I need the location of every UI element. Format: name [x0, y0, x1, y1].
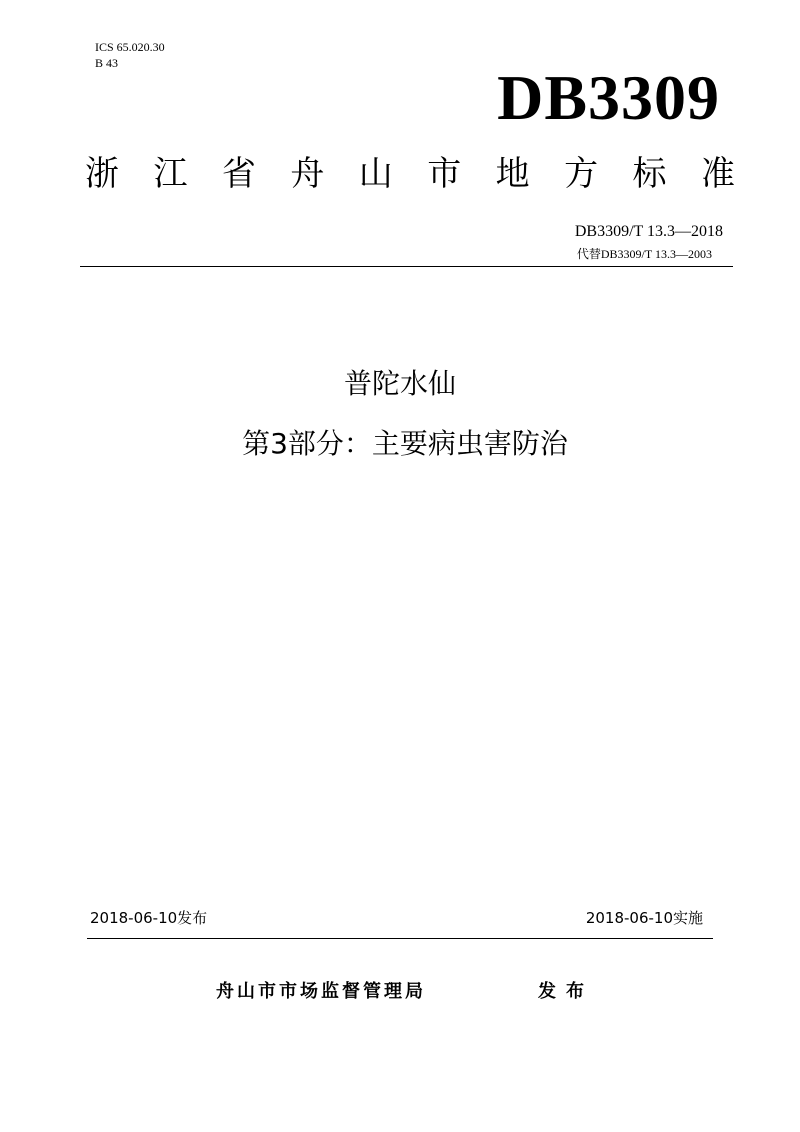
standard-type-char: 省: [221, 154, 256, 194]
standard-type-heading: [85, 152, 735, 196]
ccs-code: B 43: [95, 56, 119, 70]
standard-type-char: 准: [700, 154, 735, 194]
document-subtitle: 第3部分：主要病虫害防治: [242, 427, 568, 460]
standard-type-char: 方: [564, 154, 599, 194]
standard-type-char: 地: [495, 154, 530, 194]
footer-divider: [87, 938, 713, 939]
ics-code: ICS 65.020.30: [95, 40, 165, 54]
standard-type-char: 市: [427, 154, 462, 194]
effective-date: 2018-06-10实施: [585, 909, 703, 927]
header-divider: [80, 266, 733, 267]
replaces-standard: 代替DB3309/T 13.3—2003: [576, 247, 712, 261]
issue-date: 2018-06-10发布: [90, 909, 208, 927]
standard-type-char: 舟: [290, 154, 325, 194]
issuing-authority: 舟山市市场监督管理局: [216, 981, 426, 1002]
standard-type-char: 标: [632, 154, 667, 194]
standard-number: DB3309/T 13.3—2018: [574, 223, 723, 240]
standard-type-char: 浙: [85, 154, 119, 194]
standard-type-char: 山: [358, 154, 393, 194]
issue-label: 发布: [538, 981, 594, 1002]
document-title: 普陀水仙: [343, 367, 456, 400]
standard-type-char: 江: [153, 154, 188, 194]
db-code: DB3309: [497, 62, 720, 133]
